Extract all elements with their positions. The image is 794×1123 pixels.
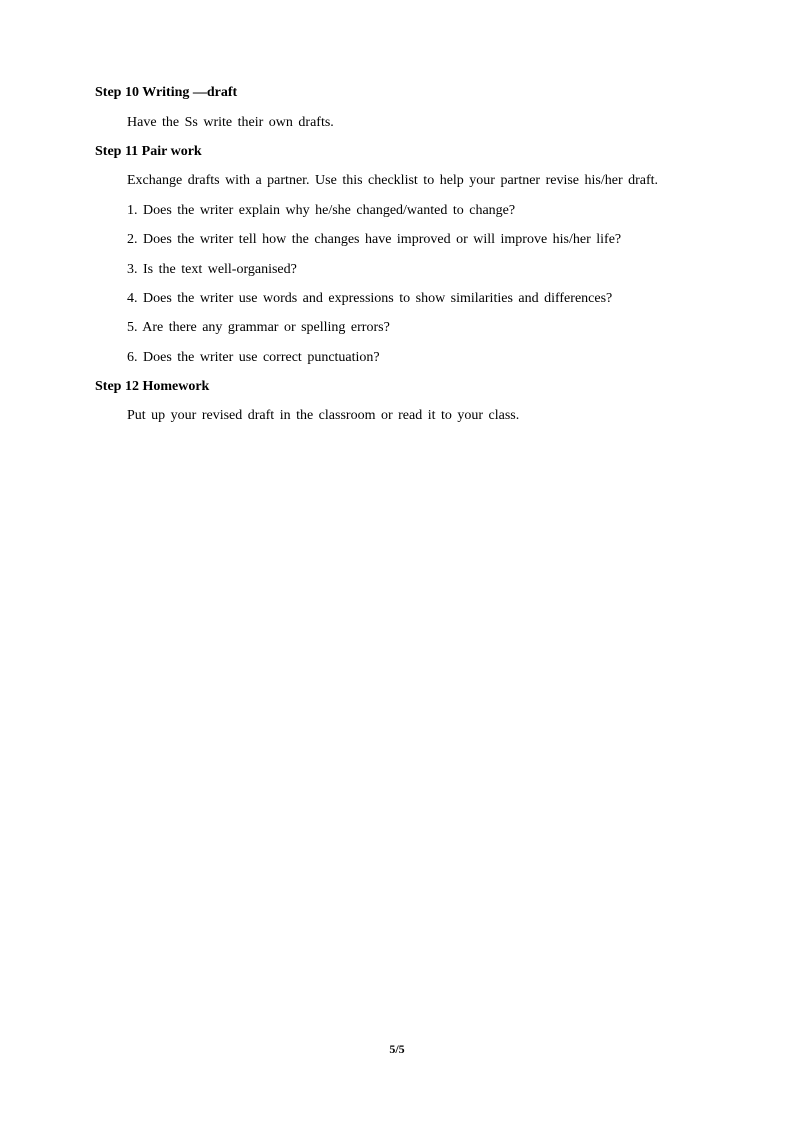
- checklist-item-1: 1. Does the writer explain why he/she changed/wanted to change?: [127, 203, 516, 218]
- checklist-item-3: 3. Is the text well-organised?: [127, 262, 297, 277]
- step-11-heading: Step 11 Pair work: [95, 144, 202, 159]
- step-10-instruction: Have the Ss write their own drafts.: [127, 115, 334, 130]
- step-11-instruction: Exchange drafts with a partner. Use this checklist to help your partner revise his/her draft.: [127, 173, 659, 188]
- checklist-item-2: 2. Does the writer tell how the changes have improved or will improve his/her life?: [127, 232, 622, 247]
- checklist-item-5: 5. Are there any grammar or spelling errors?: [127, 320, 390, 335]
- checklist-item-4: 4. Does the writer use words and expressions to show similarities and differences?: [127, 291, 613, 306]
- page-number: 5/5: [389, 1042, 405, 1056]
- step-10-heading: Step 10 Writing —draft: [95, 85, 238, 100]
- step-12-heading: Step 12 Homework: [95, 379, 210, 394]
- step-12-instruction: Put up your revised draft in the classroom or read it to your class.: [127, 408, 520, 423]
- checklist-item-6: 6. Does the writer use correct punctuation?: [127, 350, 380, 365]
